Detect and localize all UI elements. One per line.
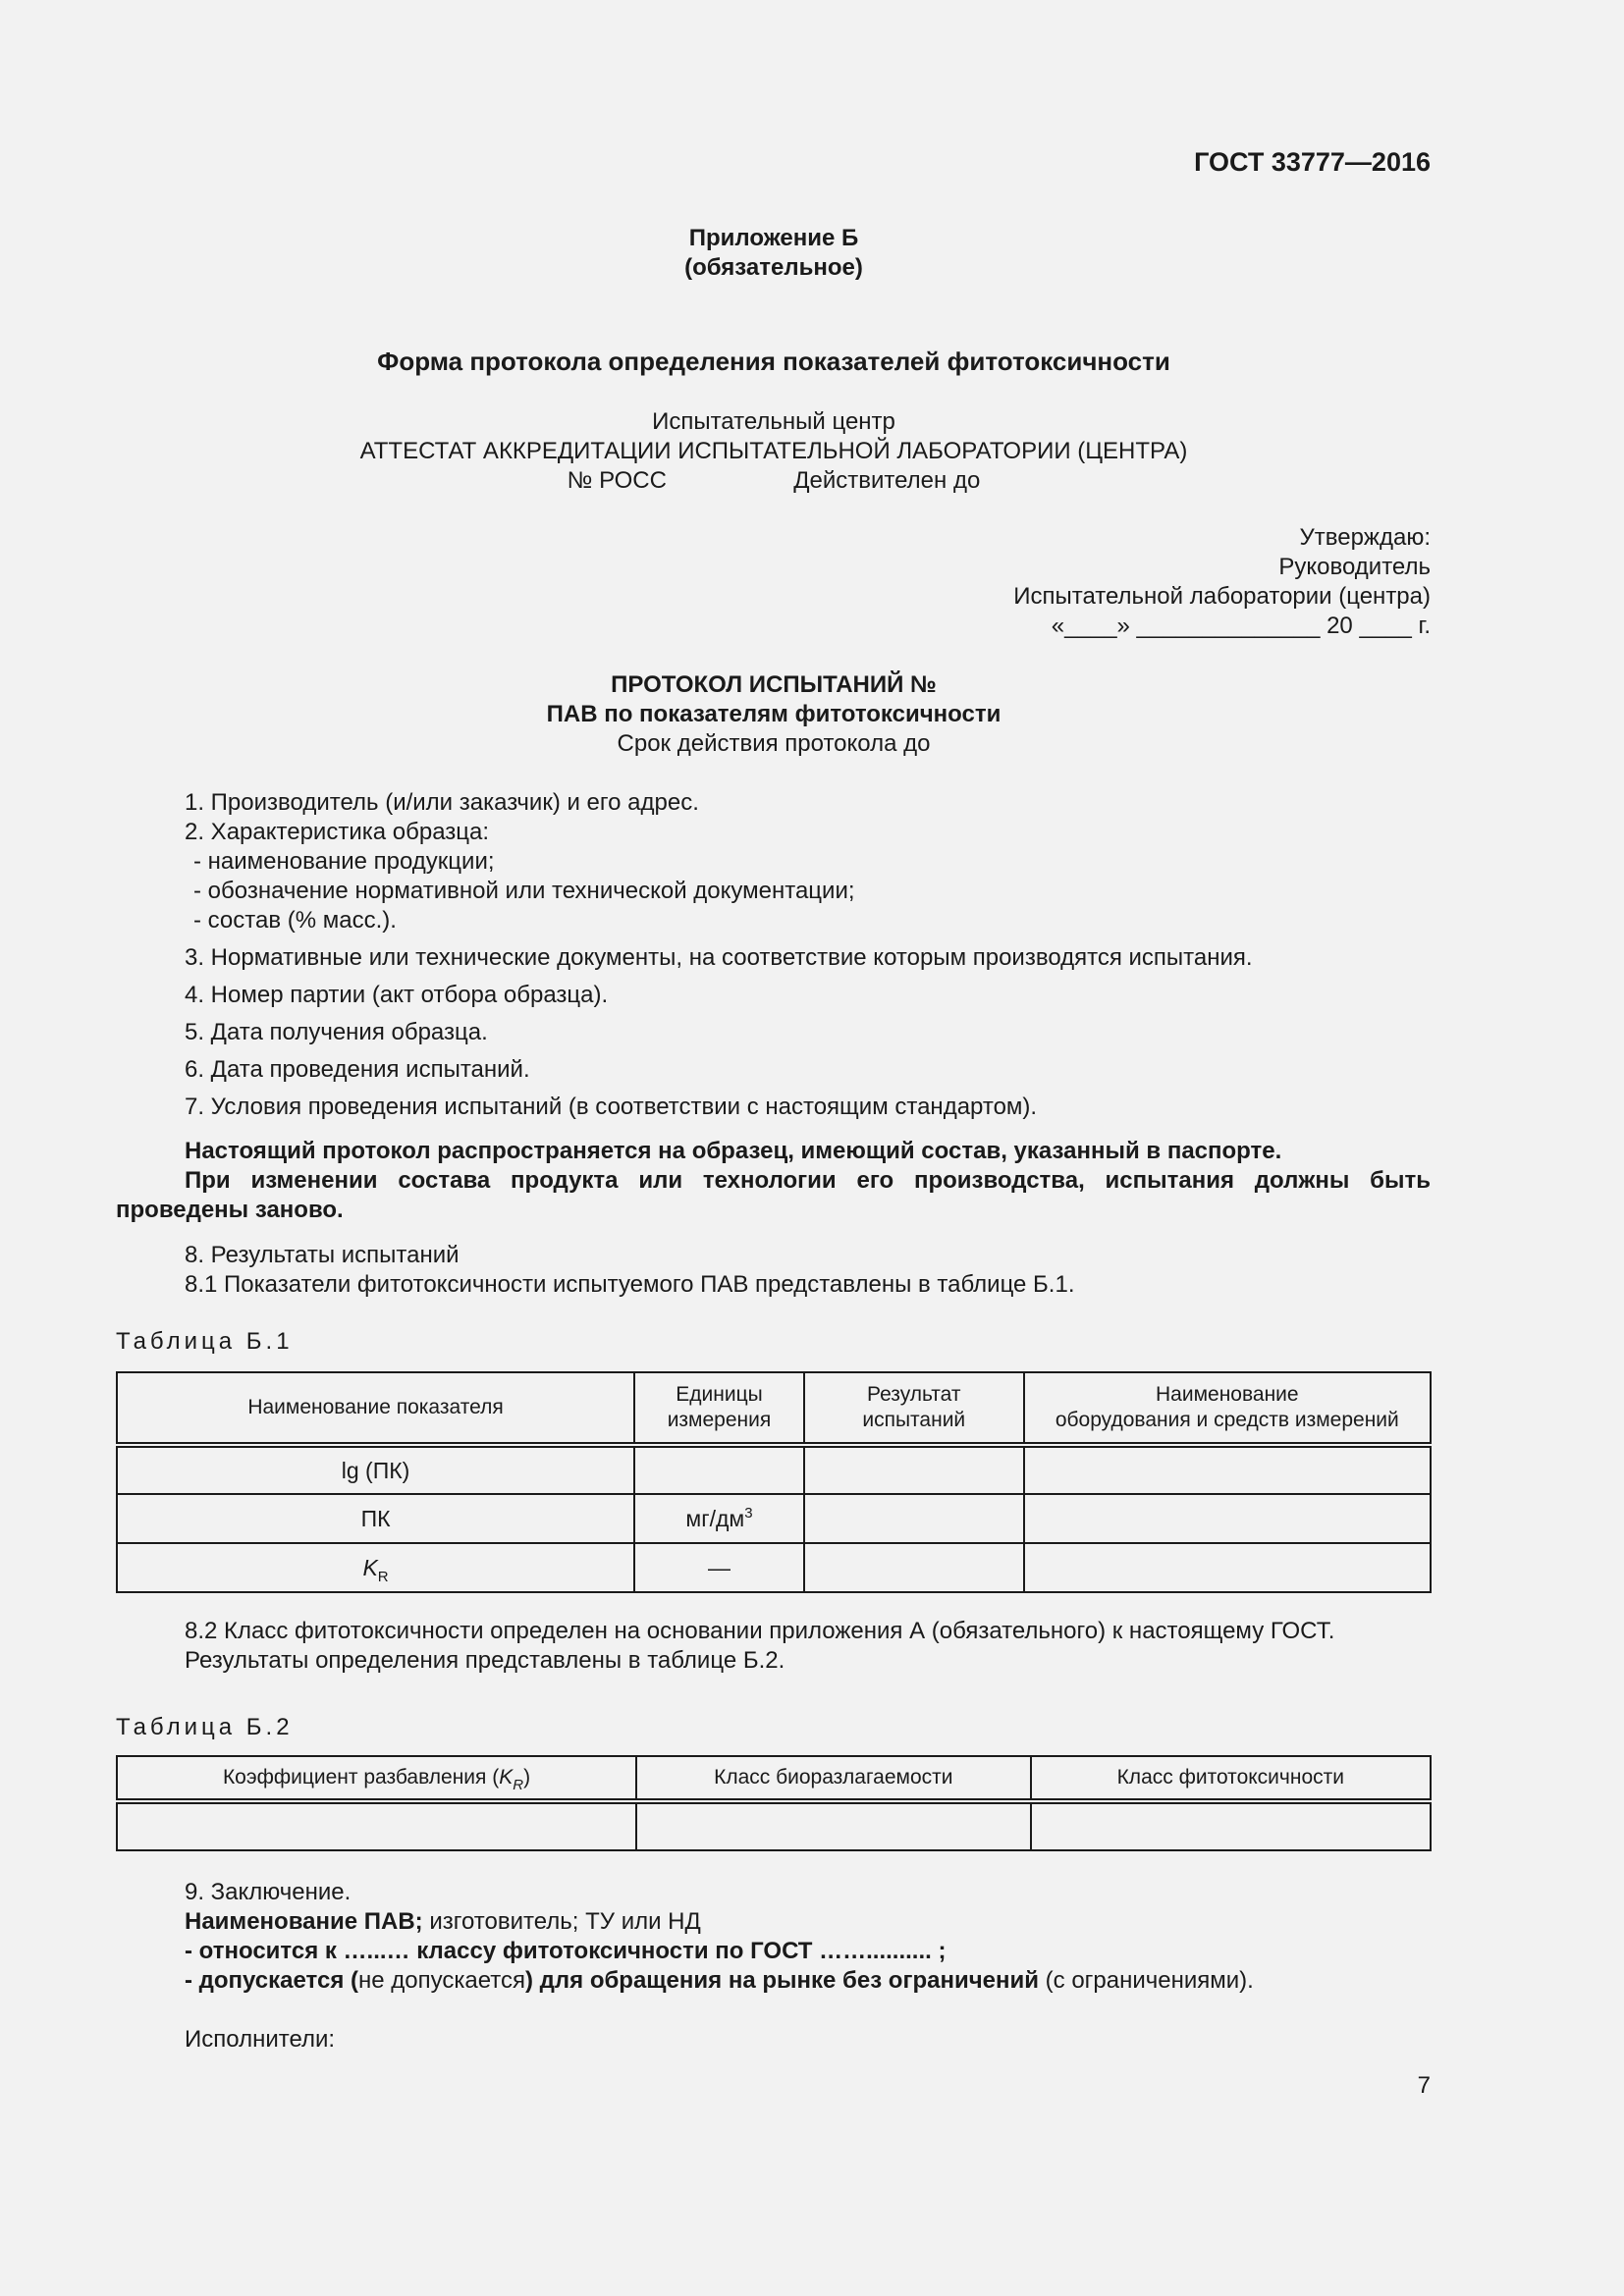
appendix-status: (обязательное) <box>684 254 863 281</box>
approval-block <box>884 523 1431 641</box>
cell-result[interactable] <box>804 1543 1024 1592</box>
cell-indicator: lg (ПК) <box>117 1445 634 1494</box>
test-center-block <box>116 407 1432 496</box>
cell-equipment[interactable] <box>1024 1494 1431 1543</box>
k-subscript: R <box>377 1569 389 1585</box>
market-with-restrictions: (с ограничениями). <box>1038 1967 1254 1994</box>
k-symbol: K <box>362 1555 378 1580</box>
table-row <box>117 1445 1431 1494</box>
table-row <box>117 1543 1431 1592</box>
market-not-allowed: не допускается <box>358 1967 525 1994</box>
protocol-subtitle: ПАВ по показателям фитотоксичности <box>546 701 1001 727</box>
section-82-text: 8.2 Класс фитотоксичности определен на основании приложения А (обязательного) к настоящему ГОСТ. <box>185 1618 1335 1644</box>
form-title: Форма протокола определения показателей фитотоксичности <box>377 347 1170 376</box>
reg-no-label: № РОСС <box>567 467 667 494</box>
unit-text: мг/дм <box>685 1506 745 1531</box>
accreditation-line: АТТЕСТАТ АККРЕДИТАЦИИ ИСПЫТАТЕЛЬНОЙ ЛАБОРАТОРИИ (ЦЕНТРА) <box>359 438 1188 464</box>
cell-result[interactable] <box>804 1445 1024 1494</box>
dilution-label: Коэффициент разбавления ( <box>222 1766 500 1789</box>
list-item: 4. Номер партии (акт отбора образца). <box>185 982 609 1008</box>
protocol-heading <box>116 670 1432 759</box>
header-equipment-l1: Наименование <box>1156 1383 1299 1406</box>
appendix-heading <box>116 224 1432 283</box>
approval-line-3: Испытательной лаборатории (центра) <box>1013 583 1431 610</box>
cell-units: — <box>634 1543 804 1592</box>
table-b1 <box>116 1371 1432 1593</box>
list-subitem: - наименование продукции; <box>193 848 495 875</box>
page-number: 7 <box>1417 2072 1431 2099</box>
header-phytotoxicity-class: Класс фитотоксичности <box>1031 1756 1431 1801</box>
test-center-label: Испытательный центр <box>652 408 895 435</box>
header-result <box>804 1372 1024 1445</box>
market-allowed: - допускается ( <box>185 1967 358 1994</box>
market-no-restrictions: ) для обращения на рынке без ограничений <box>525 1967 1039 1994</box>
approval-date-line: «____» ______________ 20 ____ г. <box>1051 613 1431 639</box>
conclusion-class-line: - относится к …...… классу фитотоксичности по ГОСТ …….......... ; <box>185 1938 947 1964</box>
list-subitem: - обозначение нормативной или технической документации; <box>193 878 855 904</box>
table-header-row <box>117 1756 1431 1801</box>
k-subscript: R <box>513 1777 524 1793</box>
conclusion-market-line <box>185 1966 1431 1996</box>
cell-phytotoxicity-class[interactable] <box>1031 1801 1431 1850</box>
manufacturer-label: изготовитель; ТУ или НД <box>422 1908 701 1935</box>
table1-caption: Таблица Б.1 <box>116 1328 294 1355</box>
conclusion-name-line <box>185 1907 1431 1937</box>
cell-equipment[interactable] <box>1024 1543 1431 1592</box>
header-result-l2: испытаний <box>862 1409 966 1431</box>
table-row <box>117 1801 1431 1850</box>
list-item: 1. Производитель (и/или заказчик) и его адрес. <box>185 789 699 816</box>
list-subitem: - состав (% масс.). <box>193 907 397 934</box>
header-units-l1: Единицы <box>676 1383 763 1406</box>
header-equipment <box>1024 1372 1431 1445</box>
cell-indicator <box>117 1543 634 1592</box>
list-item: 7. Условия проведения испытаний (в соответствии с настоящим стандартом). <box>185 1094 1038 1120</box>
cell-result[interactable] <box>804 1494 1024 1543</box>
list-item: 2. Характеристика образца: <box>185 819 490 845</box>
section-82-ref: Результаты определения представлены в таблице Б.2. <box>185 1647 785 1674</box>
protocol-validity: Срок действия протокола до <box>617 730 931 757</box>
header-units-l2: измерения <box>667 1409 772 1431</box>
protocol-title: ПРОТОКОЛ ИСПЫТАНИЙ № <box>611 671 937 698</box>
unit-superscript: 3 <box>744 1505 753 1522</box>
note-retest: При изменении состава продукта или технологии его производства, испытания должны быть проведены заново. <box>116 1167 1431 1223</box>
registration-line <box>116 466 1432 496</box>
k-symbol: K <box>499 1766 514 1789</box>
cell-biodegradability[interactable] <box>636 1801 1030 1850</box>
header-biodegradability: Класс биоразлагаемости <box>636 1756 1030 1801</box>
header-equipment-l2: оборудования и средств измерений <box>1055 1409 1399 1431</box>
protocol-items <box>185 788 1431 1122</box>
executors-label: Исполнители: <box>185 2026 336 2053</box>
list-item: 3. Нормативные или технические документы, на соответствие которым производятся испытания. <box>185 944 1253 971</box>
conclusion-heading: 9. Заключение. <box>185 1879 352 1905</box>
dilution-label-end: ) <box>523 1766 531 1789</box>
header-units <box>634 1372 804 1445</box>
surfactant-name-label: Наименование ПАВ; <box>185 1908 423 1935</box>
cell-dilution[interactable] <box>117 1801 636 1850</box>
bold-notes <box>116 1137 1431 1225</box>
valid-until-label: Действителен до <box>793 467 981 494</box>
table-row <box>117 1494 1431 1543</box>
table-header-row <box>117 1372 1431 1445</box>
results-section <box>185 1241 1431 1300</box>
standard-number: ГОСТ 33777—2016 <box>1194 147 1431 177</box>
approval-line-1: Утверждаю: <box>1299 524 1431 551</box>
cell-equipment[interactable] <box>1024 1445 1431 1494</box>
results-heading: 8. Результаты испытаний <box>185 1242 460 1268</box>
conclusion-section <box>185 1878 1431 2055</box>
cell-units <box>634 1494 804 1543</box>
section-82 <box>185 1617 1431 1676</box>
cell-units[interactable] <box>634 1445 804 1494</box>
header-dilution <box>117 1756 636 1801</box>
note-scope: Настоящий протокол распространяется на образец, имеющий состав, указанный в паспорте. <box>185 1138 1282 1164</box>
results-81: 8.1 Показатели фитотоксичности испытуемого ПАВ представлены в таблице Б.1. <box>185 1271 1075 1298</box>
list-item: 5. Дата получения образца. <box>185 1019 488 1045</box>
appendix-title: Приложение Б <box>688 225 859 251</box>
approval-line-2: Руководитель <box>1278 554 1431 580</box>
header-result-l1: Результат <box>867 1383 961 1406</box>
list-item: 6. Дата проведения испытаний. <box>185 1056 530 1083</box>
header-indicator: Наименование показателя <box>117 1372 634 1445</box>
table2-caption: Таблица Б.2 <box>116 1714 294 1740</box>
cell-indicator: ПК <box>117 1494 634 1543</box>
table-b2 <box>116 1755 1432 1851</box>
